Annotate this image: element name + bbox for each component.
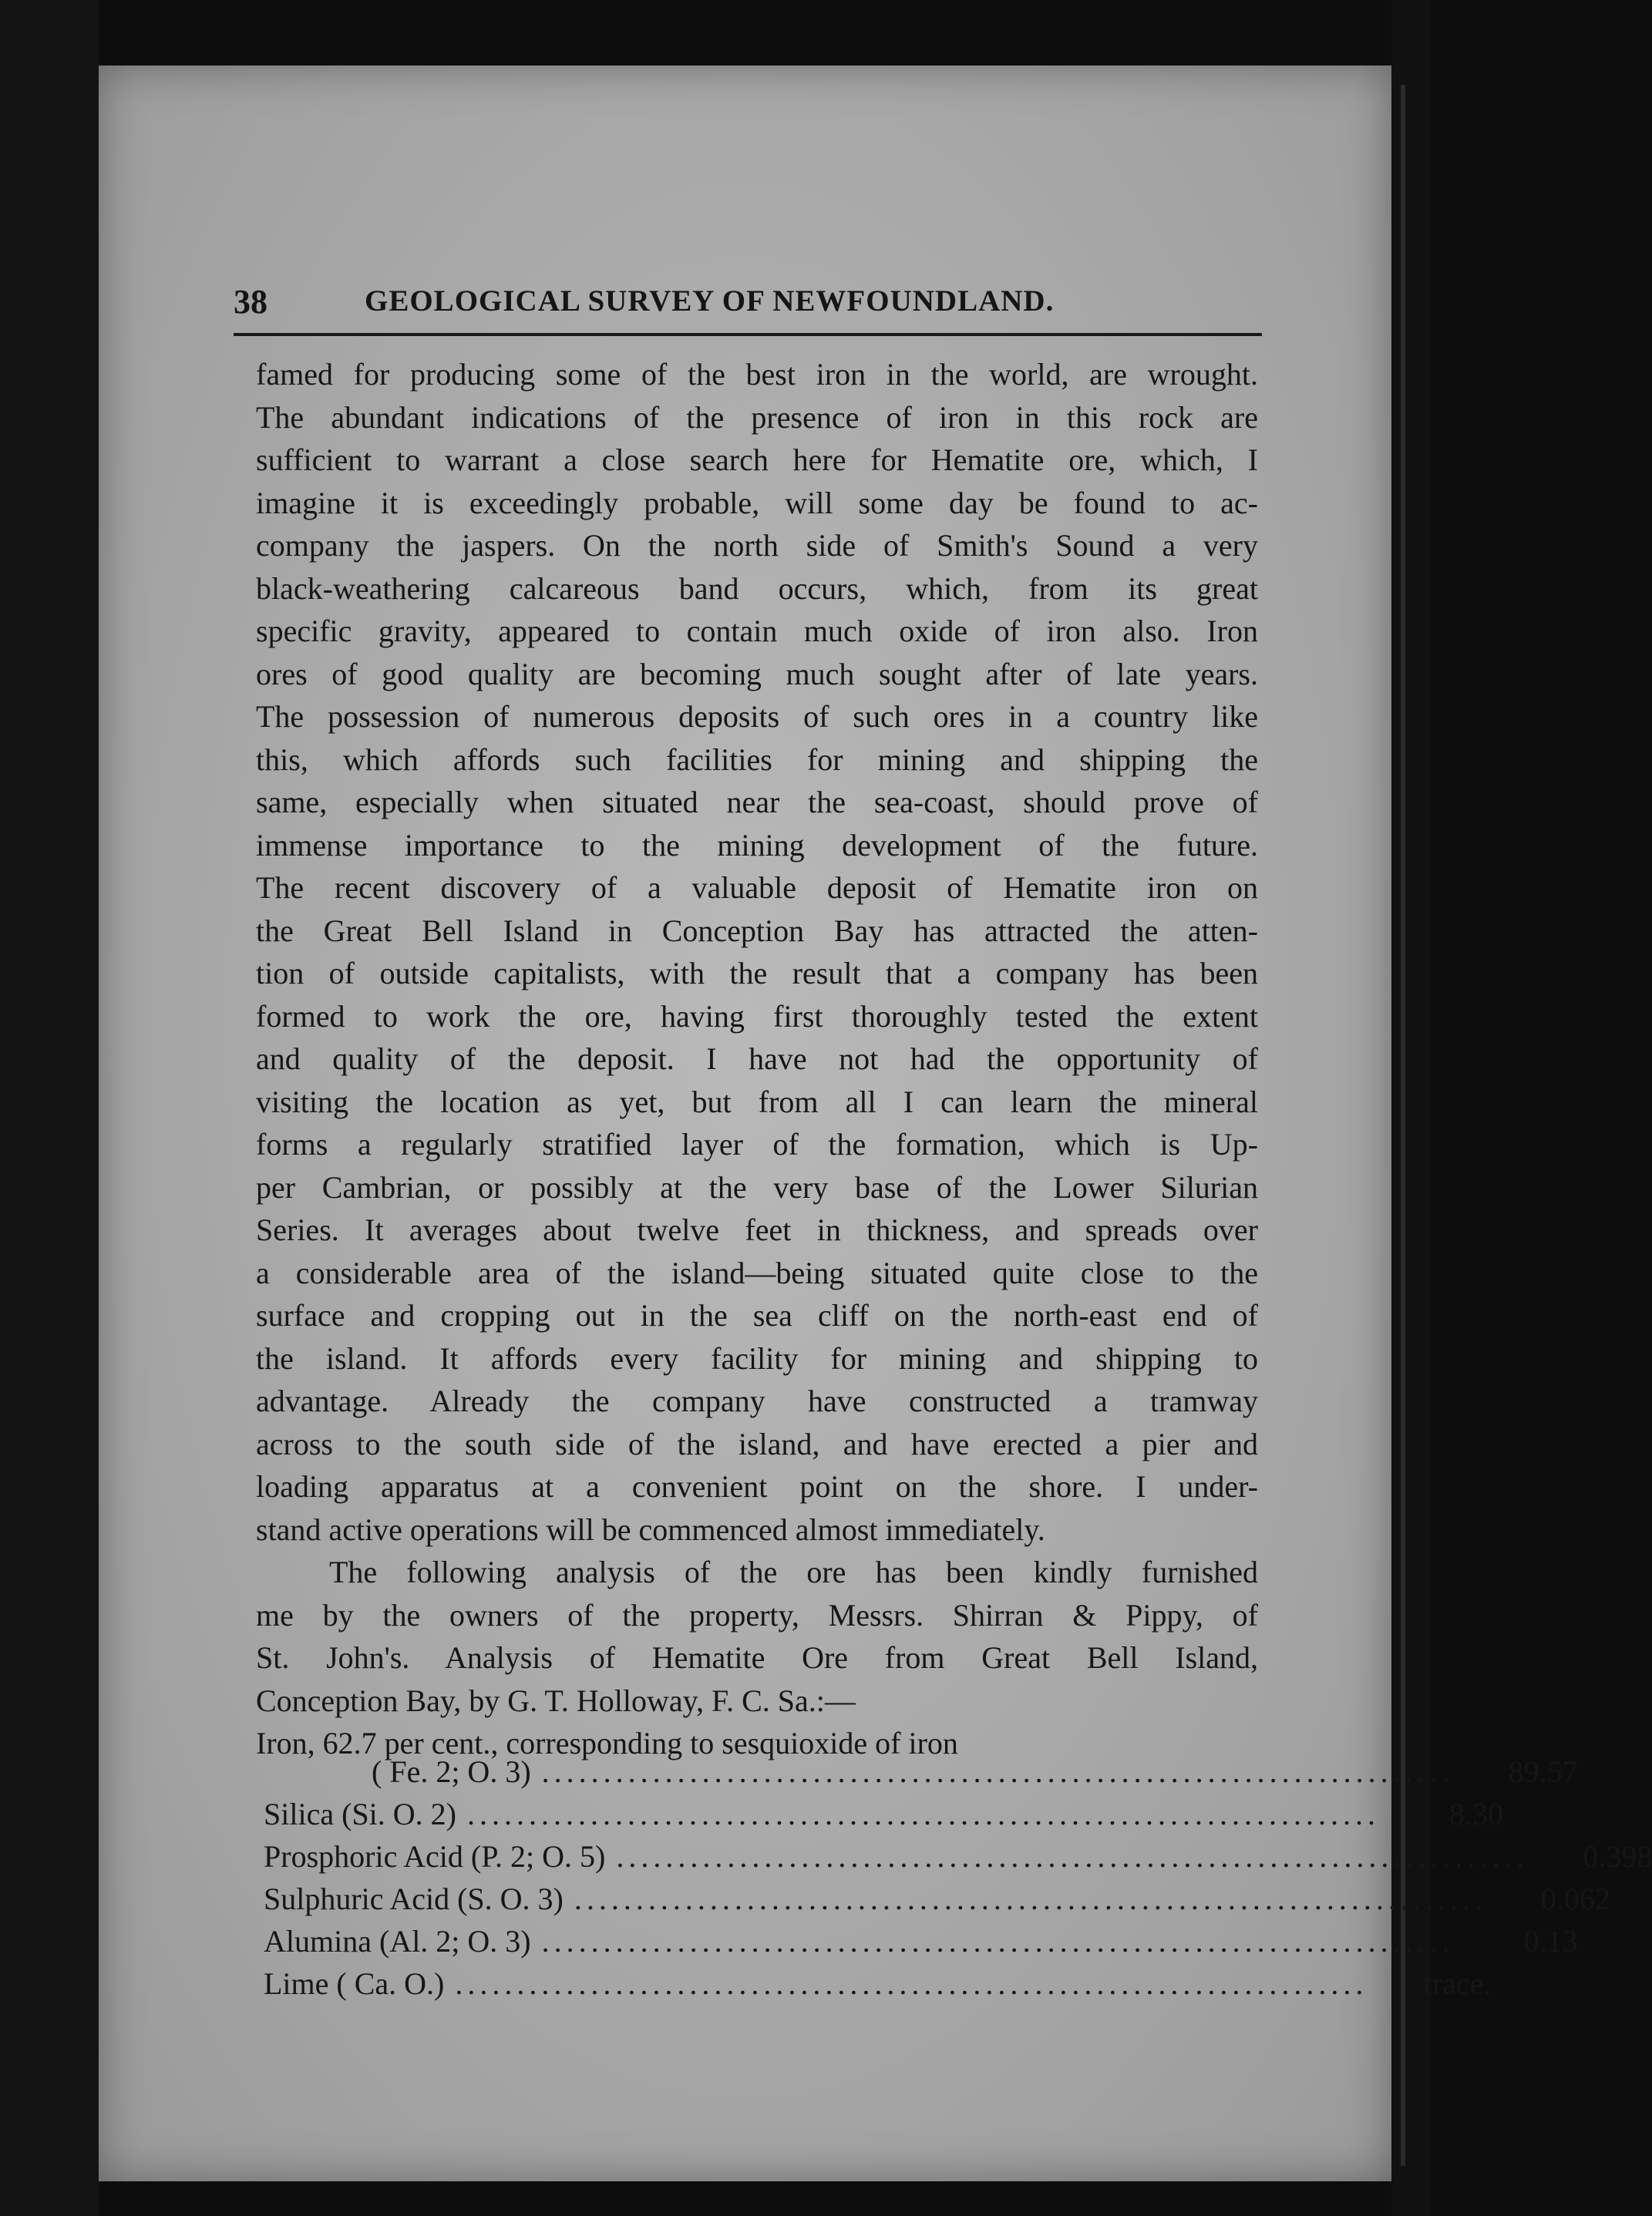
dot-leader: .......................................................................... — [574, 1881, 1487, 1916]
text-line: Series. It averages about twelve feet in thickness, and spreads over — [256, 1212, 1258, 1247]
text-line: immense importance to the mining development of the future. — [256, 827, 1258, 863]
text-line: visiting the location as yet, but from all I can learn the mineral — [256, 1084, 1258, 1119]
compound-label: Sulphuric Acid (S. O. 3) — [264, 1881, 564, 1916]
text-line: per Cambrian, or possibly at the very base of the Lower Silurian — [256, 1169, 1258, 1205]
text-line: a considerable area of the island—being situated quite close to the — [256, 1255, 1258, 1290]
dot-leader: .......................................................................... — [616, 1839, 1529, 1874]
dot-leader: .......................................................................... — [541, 1754, 1455, 1789]
table-row — [264, 1750, 1578, 1793]
scan-border-left — [0, 0, 99, 2216]
text-line: The abundant indications of the presence of iron in this rock are — [256, 399, 1258, 435]
text-line: me by the owners of the property, Messrs. Shirran & Pippy, of — [256, 1597, 1258, 1633]
page-number: 38 — [234, 283, 267, 321]
compound-label: Silica (Si. O. 2) — [264, 1797, 456, 1831]
page-header — [234, 277, 1262, 336]
text-line: St. John's. Analysis of Hematite Ore from Great Bell Island, — [256, 1640, 1258, 1675]
compound-value: 89.57 — [1508, 1754, 1578, 1789]
compound-value: trace. — [1423, 1966, 1492, 2001]
text-line: Conception Bay, by G. T. Holloway, F. C. Sa.:— — [256, 1683, 856, 1718]
text-line: the island. It affords every facility for mining and shipping to — [256, 1340, 1258, 1376]
text-line: advantage. Already the company have constructed a tramway — [256, 1384, 1258, 1418]
compound-value: 0.398 — [1583, 1839, 1652, 1874]
text-line: formed to work the ore, having first thoroughly tested the extent — [256, 998, 1258, 1034]
text-line: The following analysis of the ore has been kindly furnished — [329, 1555, 1258, 1589]
text-line: famed for producing some of the best iron in the world, are wrought. — [256, 357, 1258, 392]
compound-value: 8.30 — [1448, 1797, 1503, 1831]
text-line: black-weathering calcareous band occurs, which, from its great — [256, 570, 1258, 606]
table-row — [264, 1920, 1578, 1962]
dot-leader: .......................................................................... — [466, 1797, 1380, 1831]
text-line: forms a regularly stratified layer of the formation, which is Up- — [256, 1127, 1258, 1162]
running-head: GEOLOGICAL SURVEY OF NEWFOUNDLAND. — [365, 284, 1055, 318]
text-line: specific gravity, appeared to contain much oxide of iron also. Iron — [256, 614, 1258, 648]
table-row — [264, 1793, 1503, 1835]
text-line: the Great Bell Island in Conception Bay has attracted the atten- — [256, 913, 1258, 948]
analysis-table — [264, 1750, 1652, 2005]
text-line: Iron, 62.7 per cent., corresponding to sesquioxide of iron — [256, 1726, 958, 1760]
text-line: sufficient to warrant a close search here for Hematite ore, which, I — [256, 442, 1258, 477]
text-line: surface and cropping out in the sea cliff on the north-east end of — [256, 1298, 1258, 1333]
text-line: The possession of numerous deposits of such ores in a country like — [256, 699, 1258, 734]
dot-leader: .......................................................................... — [455, 1966, 1368, 2001]
compound-value: 0.062 — [1540, 1881, 1610, 1916]
text-line: same, especially when situated near the sea-coast, should prove of — [256, 785, 1258, 819]
compound-label: Alumina (Al. 2; O. 3) — [264, 1924, 531, 1959]
compound-value: 0.13 — [1523, 1924, 1578, 1959]
compound-label: Prosphoric Acid (P. 2; O. 5) — [264, 1839, 606, 1874]
table-row — [264, 1878, 1610, 1920]
text-line: ores of good quality are becoming much sought after of late years. — [256, 656, 1258, 691]
text-line: across to the south side of the island, and have erected a pier and — [256, 1426, 1258, 1461]
text-line: stand active operations will be commenced almost immediately. — [256, 1512, 1045, 1547]
table-row — [264, 1835, 1652, 1878]
text-line: tion of outside capitalists, with the result that a company has been — [256, 956, 1258, 990]
text-line: this, which affords such facilities for mining and shipping the — [256, 741, 1258, 777]
text-line: company the jaspers. On the north side of Smith's Sound a very — [256, 528, 1258, 563]
text-line: imagine it is exceedingly probable, will some day be found to ac- — [256, 485, 1258, 520]
dot-leader: .......................................................................... — [541, 1924, 1455, 1959]
compound-label: ( Fe. 2; O. 3) — [372, 1754, 531, 1789]
text-line: and quality of the deposit. I have not had the opportunity of — [256, 1041, 1258, 1076]
compound-label: Lime ( Ca. O.) — [264, 1966, 445, 2001]
text-line: loading apparatus at a convenient point on the shore. I under- — [256, 1469, 1258, 1504]
table-row — [264, 1962, 1492, 2005]
text-line: The recent discovery of a valuable deposit of Hematite iron on — [256, 870, 1258, 905]
body-text — [256, 353, 1258, 1765]
